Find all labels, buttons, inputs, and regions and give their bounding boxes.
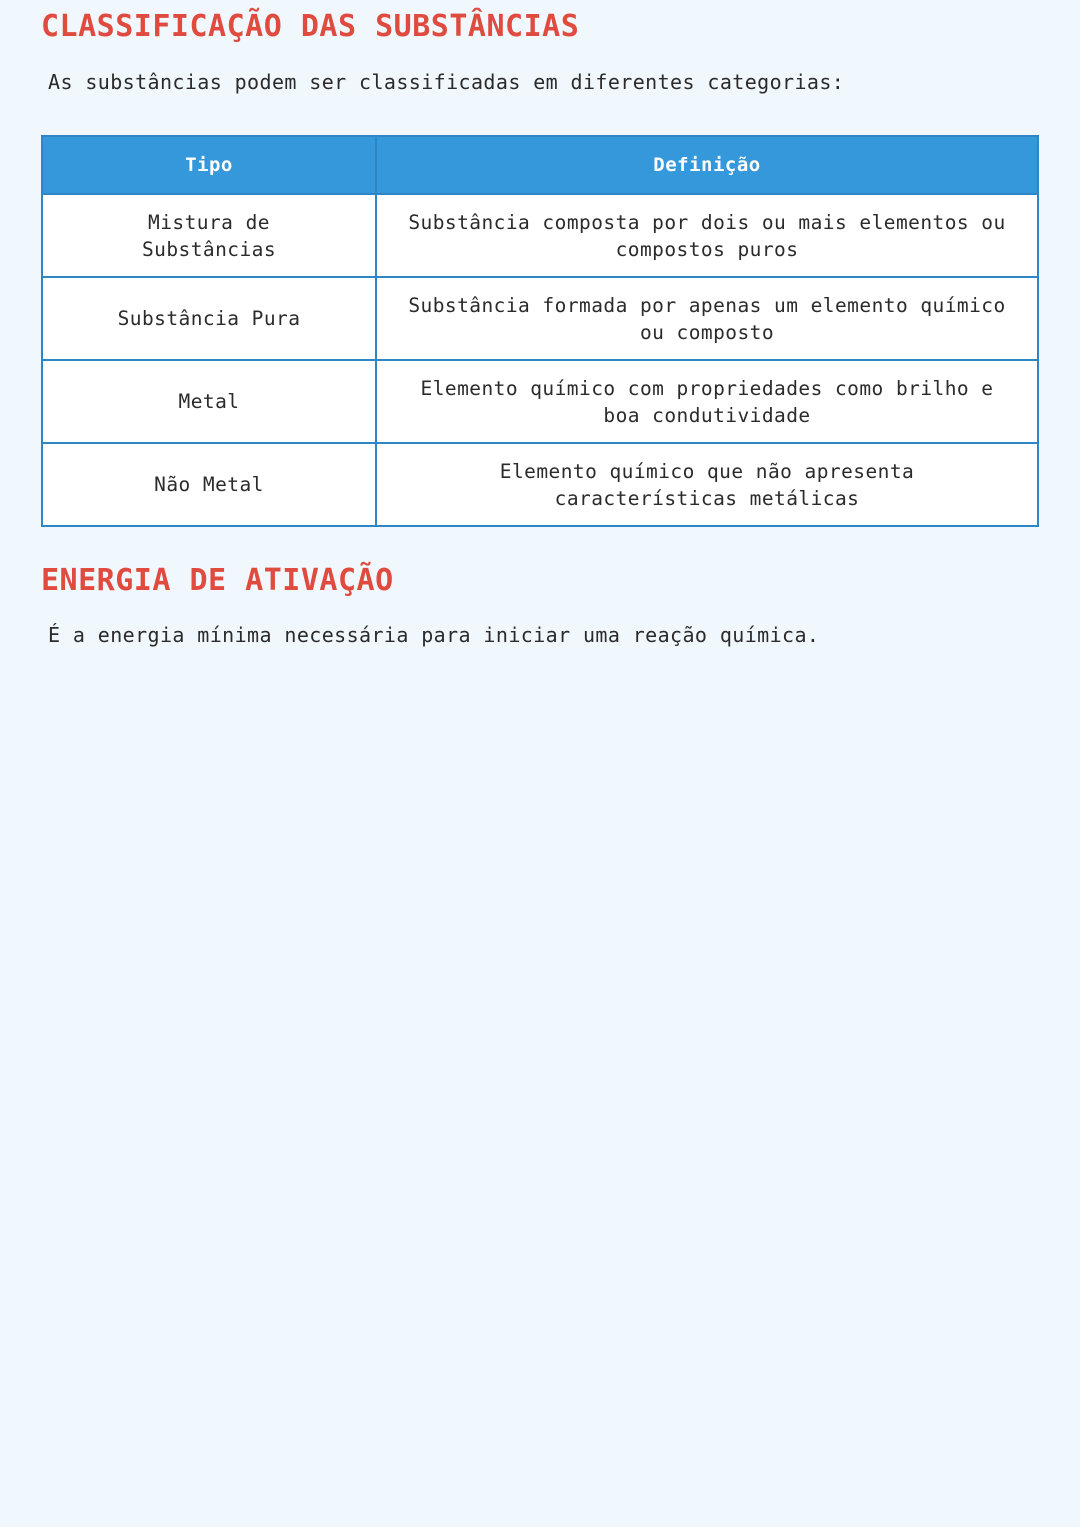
table-row (42, 277, 1038, 360)
cell-definition: Substância composta por dois ou mais elementos ou compostos puros (376, 194, 1038, 277)
substances-table (41, 135, 1039, 527)
cell-type: Metal (42, 360, 376, 443)
header-tipo: Tipo (42, 136, 376, 194)
section-title-energia: ENERGIA DE ATIVAÇÃO (41, 563, 394, 598)
cell-type: Não Metal (42, 443, 376, 526)
section-intro-text: As substâncias podem ser classificadas em diferentes categorias: (48, 70, 845, 94)
table-row (42, 194, 1038, 277)
table-row (42, 360, 1038, 443)
table-header-row (42, 136, 1038, 194)
header-definicao: Definição (376, 136, 1038, 194)
table-row (42, 443, 1038, 526)
cell-type: Mistura de Substâncias (42, 194, 376, 277)
cell-definition: Elemento químico com propriedades como brilho e boa condutividade (376, 360, 1038, 443)
section-body-text: É a energia mínima necessária para iniciar uma reação química. (48, 623, 820, 647)
cell-definition: Elemento químico que não apresenta características metálicas (376, 443, 1038, 526)
cell-definition: Substância formada por apenas um elemento químico ou composto (376, 277, 1038, 360)
cell-type: Substância Pura (42, 277, 376, 360)
section-title-classificacao: CLASSIFICAÇÃO DAS SUBSTÂNCIAS (41, 9, 580, 44)
